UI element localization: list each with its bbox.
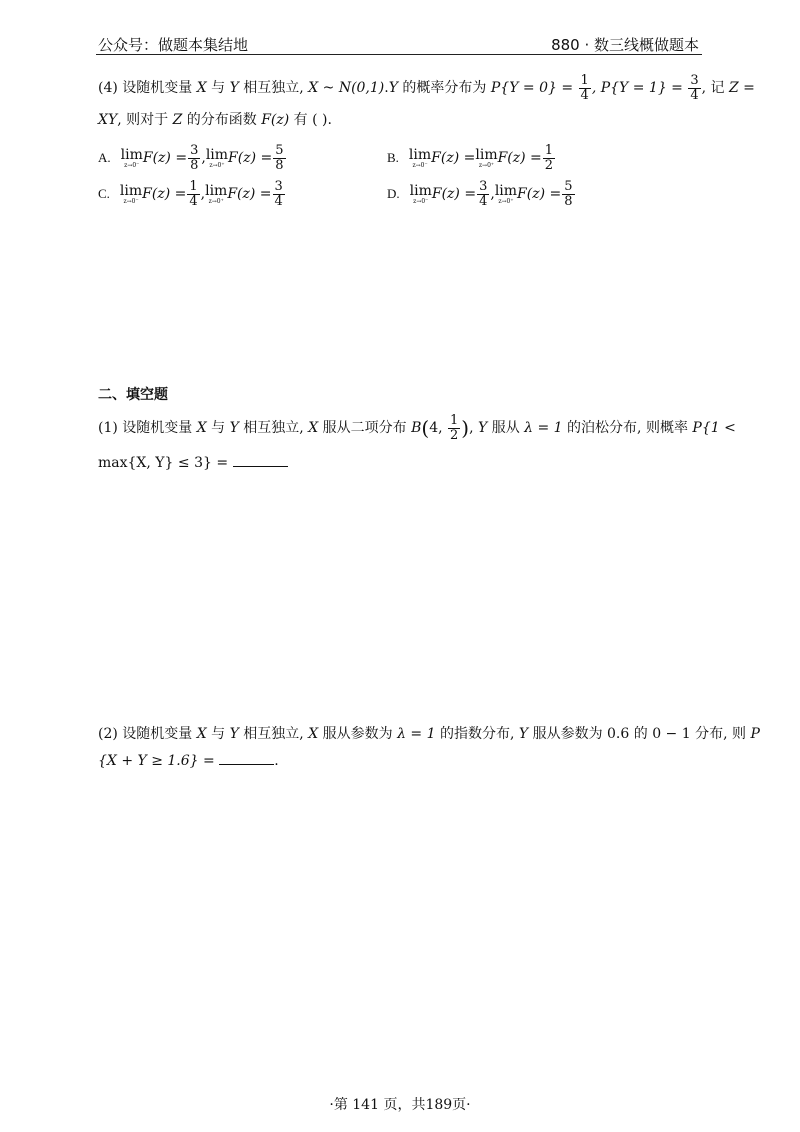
q4-text: .: [384, 80, 389, 97]
fill1-line-1: (1) 设随机变量 X 与 Y 相互独立, X 服从二项分布 B(4, $\frac{1}{2}$ ), Y 服从 λ = 1 的泊松分布, 则概率 P{1 <: [98, 413, 736, 443]
option-func: F(z) =: [227, 186, 272, 203]
fill1-binom: B: [411, 420, 422, 437]
q4-prob: , P{Y = 1} =: [591, 80, 688, 97]
fill1-var: Y: [229, 420, 239, 437]
lim-expr: lim z→0⁻: [409, 182, 432, 205]
fill1-text: ,: [469, 420, 479, 437]
option-b[interactable]: [387, 144, 556, 172]
lim-expr: lim z→0⁺: [205, 146, 229, 169]
option-frac: $\frac{5}{8}$: [564, 179, 573, 209]
lim-expr: lim z→0⁺: [475, 146, 498, 169]
fill2-line-2: [98, 750, 279, 771]
fill1-text: 4,: [429, 420, 448, 437]
lim-expr: lim z→0⁺: [205, 182, 228, 205]
fill2-text: (2) 设随机变量: [98, 726, 197, 742]
option-frac: $\frac{1}{4}$: [189, 179, 198, 209]
lim-expr: lim z→0⁺: [494, 182, 518, 205]
fill2-var: Y: [518, 726, 529, 742]
q4-var: X: [196, 80, 207, 97]
option-func: F(z) =: [142, 150, 188, 167]
fill2-var: X: [196, 726, 207, 742]
lim-expr: lim z→0⁻: [120, 146, 143, 169]
option-d[interactable]: D. lim z→0⁻ F(z) = $\frac{3}{4}$ , lim z→0⁺ F(z) = $\frac{5}{8}$: [387, 179, 573, 209]
fill1-text: (1) 设随机变量: [98, 420, 197, 437]
fill1-text: 的泊松分布, 则概率: [562, 420, 693, 437]
fill1-var: X: [308, 420, 319, 437]
q4-var: Z: [172, 112, 183, 128]
option-frac: $\frac{1}{2}$: [544, 143, 554, 173]
fill2-var: X: [308, 726, 319, 742]
fill2-expr: {X + Y ≥ 1.6} =: [98, 753, 220, 769]
option-label: B.: [387, 150, 399, 166]
q4-prob: P{Y = 0} =: [490, 80, 578, 97]
q4-text: , 则对于: [117, 112, 173, 128]
fill1-frac: $\frac{1}{2}$: [450, 413, 459, 443]
q4-var: Y: [229, 80, 239, 97]
fill1-text: 相互独立,: [238, 420, 309, 437]
option-frac: $\frac{5}{8}$: [275, 143, 284, 173]
answer-blank[interactable]: [233, 452, 288, 467]
option-func: F(z) =: [142, 186, 187, 203]
q4-var: XY: [98, 112, 118, 128]
fill2-text: 服从参数为: [318, 726, 398, 742]
q4-text: 与: [206, 80, 230, 97]
option-func: F(z) =: [497, 150, 542, 167]
fill1-line-2: [98, 452, 288, 473]
q4-text: 相互独立,: [238, 80, 309, 97]
option-func: F(z) =: [431, 150, 476, 167]
q4-dist: X ~ N(0,1): [308, 80, 385, 97]
lim-expr: lim z→0⁻: [119, 182, 143, 205]
fill1-text: 与: [206, 420, 230, 437]
fill1-var: X: [196, 420, 207, 437]
q4-text: 有 ( ).: [289, 112, 332, 128]
q4-var: Y: [388, 80, 398, 97]
q4-frac-2: $\frac{3}{4}$: [690, 73, 699, 103]
option-func: F(z) =: [431, 186, 477, 203]
answer-blank[interactable]: [219, 750, 274, 765]
q4-text: 的分布函数: [182, 112, 262, 128]
fill1-prob: P{1 <: [692, 420, 736, 437]
fill1-var: Y: [478, 420, 488, 437]
q4-text: 的概率分布为: [397, 80, 491, 97]
option-frac: $\frac{3}{8}$: [190, 143, 199, 173]
q4-text: (4) 设随机变量: [98, 80, 197, 97]
page-footer: ·第 141 页，共189页·: [329, 1097, 471, 1113]
fill2-text: 的指数分布,: [435, 726, 519, 742]
fill2-line-1: [98, 724, 760, 744]
option-frac: $\frac{3}{4}$: [274, 179, 283, 209]
q4-func: F(z): [261, 112, 290, 128]
q4-frac-1: $\frac{1}{4}$: [580, 73, 589, 103]
fill2-text: 与: [206, 726, 230, 742]
header-left-title: 公众号：做题本集结地: [98, 36, 249, 54]
option-frac: $\frac{3}{4}$: [479, 179, 488, 209]
fill1-text: 服从二项分布: [318, 420, 412, 437]
fill2-param: λ = 1: [397, 726, 436, 742]
q4-var: Z: [729, 80, 739, 97]
fill2-var: Y: [229, 726, 239, 742]
lim-expr: lim z→0⁻: [408, 146, 432, 169]
q4-line-2: [98, 110, 332, 130]
q4-text: =: [738, 80, 755, 97]
option-label: A.: [98, 150, 111, 166]
q4-text: , 记: [701, 80, 729, 97]
fill2-text: 相互独立,: [238, 726, 309, 742]
fill1-expr: max{X, Y} ≤ 3} =: [98, 455, 233, 471]
header-divider: [96, 54, 702, 55]
fill2-period: .: [274, 753, 279, 769]
q4-line-1: [98, 74, 755, 102]
option-label: C.: [98, 186, 110, 202]
fill1-param: λ = 1: [524, 420, 563, 437]
option-func: F(z) =: [517, 186, 562, 203]
fill2-text: 服从参数为 0.6 的 0 − 1 分布, 则: [528, 726, 751, 742]
option-label: D.: [387, 186, 400, 202]
fill2-prob: P: [750, 726, 760, 742]
header-right-title: 880 · 数三线概做题本: [551, 36, 699, 54]
option-a[interactable]: A. lim z→0⁻ F(z) = $\frac{3}{8}$ , lim z→0⁺ F(z) = $\frac{5}{8}$: [98, 143, 284, 173]
option-c[interactable]: C. lim z→0⁻ F(z) = $\frac{1}{4}$ , lim z→0⁺ F(z) = $\frac{3}{4}$: [98, 179, 283, 209]
section-title: 二、填空题: [98, 387, 168, 403]
fill1-text: 服从: [487, 420, 525, 437]
option-func: F(z) =: [228, 150, 273, 167]
